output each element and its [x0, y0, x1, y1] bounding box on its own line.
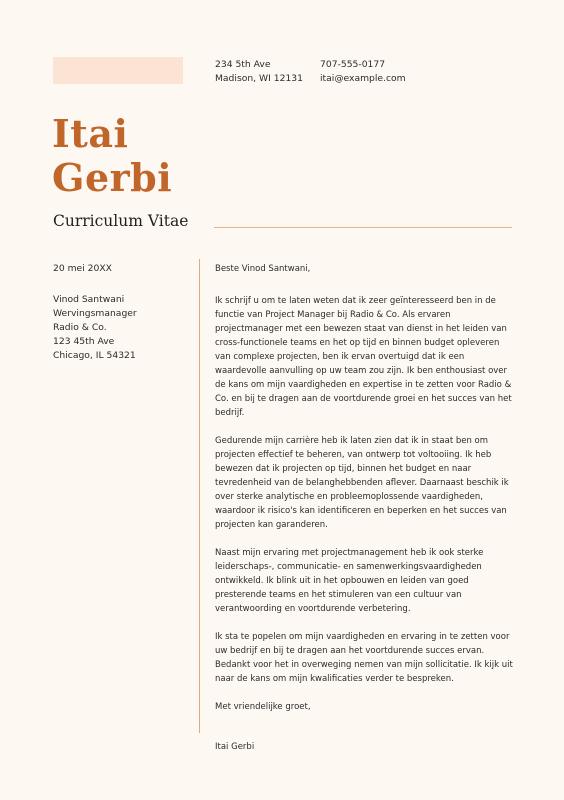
recipient-company: Radio & Co.: [53, 322, 107, 333]
letter-closing: Met vriendelijke groet,: [215, 702, 311, 712]
header-divider: [214, 227, 512, 228]
first-name: Itai: [52, 111, 129, 156]
last-name: Gerbi: [52, 155, 173, 200]
letter-paragraph-4: Ik sta te popelen om mijn vaardigheden en ervaring in te zetten voor uw bedrijf en bij te dragen aan het voortdurende succes ervan. Bedankt voor het in overweging nemen van mijn sollicitatie. Ik kijk uit naar de kans om mijn kwalificaties verder te bespreken.: [215, 632, 513, 684]
letter-paragraph-2: Gedurende mijn carrière heb ik laten zien dat ik in staat ben om projecten effectief te beheren, van ontwerp tot voltooiing. Ik heb bewezen dat ik projecten op tijd, binnen het budget en naar tevredenheid van de belanghebbenden aflever. Daarnaast beschik ik over sterke analytische en probleemoplossende vaardigheden, waardoor ik risico's kan identificeren en beperken en het succes van projecten kan garanderen.: [215, 436, 509, 530]
recipient-city: Chicago, IL 54321: [53, 350, 136, 361]
address-line-2: Madison, WI 12131: [215, 73, 303, 84]
letter-body: [215, 262, 515, 754]
letter-date: 20 mei 20XX: [53, 263, 112, 274]
recipient-street: 123 45th Ave: [53, 336, 115, 347]
applicant-name: [52, 112, 172, 200]
address-line-1: 234 5th Ave: [215, 59, 271, 70]
recipient-title: Wervingsmanager: [53, 308, 137, 319]
left-column: [53, 262, 137, 363]
contact-block: [320, 58, 406, 86]
phone-number: 707-555-0177: [320, 59, 386, 70]
letter-signature: Itai Gerbi: [215, 742, 255, 752]
document-title: Curriculum Vitae: [53, 212, 189, 230]
column-divider: [199, 259, 200, 733]
recipient-name: Vinod Santwani: [53, 294, 125, 305]
recipient-block: [53, 293, 137, 363]
letter-greeting: Beste Vinod Santwani,: [215, 264, 311, 274]
letter-paragraph-1: Ik schrijf u om te laten weten dat ik zeer geïnteresseerd ben in de functie van Project Manager bij Radio & Co. Als ervaren projectmanager met een bewezen staat van dienst in het leiden van cross-functionele teams en het op tijd en binnen budget opleveren van complexe projecten, ben ik ervan overtuigd dat ik een waardevolle aanvulling op uw team zou zijn. Ik ben enthousiast over de kans om mijn vaardigheden en expertise in te zetten voor Radio & Co. en bij te dragen aan de voortdurende groei en het succes van het bedrijf.: [215, 296, 512, 418]
letter-paragraph-3: Naast mijn ervaring met projectmanagement heb ik ook sterke leiderschaps-, communicatie- en samenwerkingsvaardigheden ontwikkeld. Ik blink uit in het opbouwen en leiden van goed presterende teams en het stimuleren van een cultuur van verantwoording en voortdurende verbetering.: [215, 548, 484, 614]
accent-block: [53, 57, 183, 84]
email-address[interactable]: itai@example.com: [320, 73, 406, 84]
address-block: [215, 58, 303, 86]
